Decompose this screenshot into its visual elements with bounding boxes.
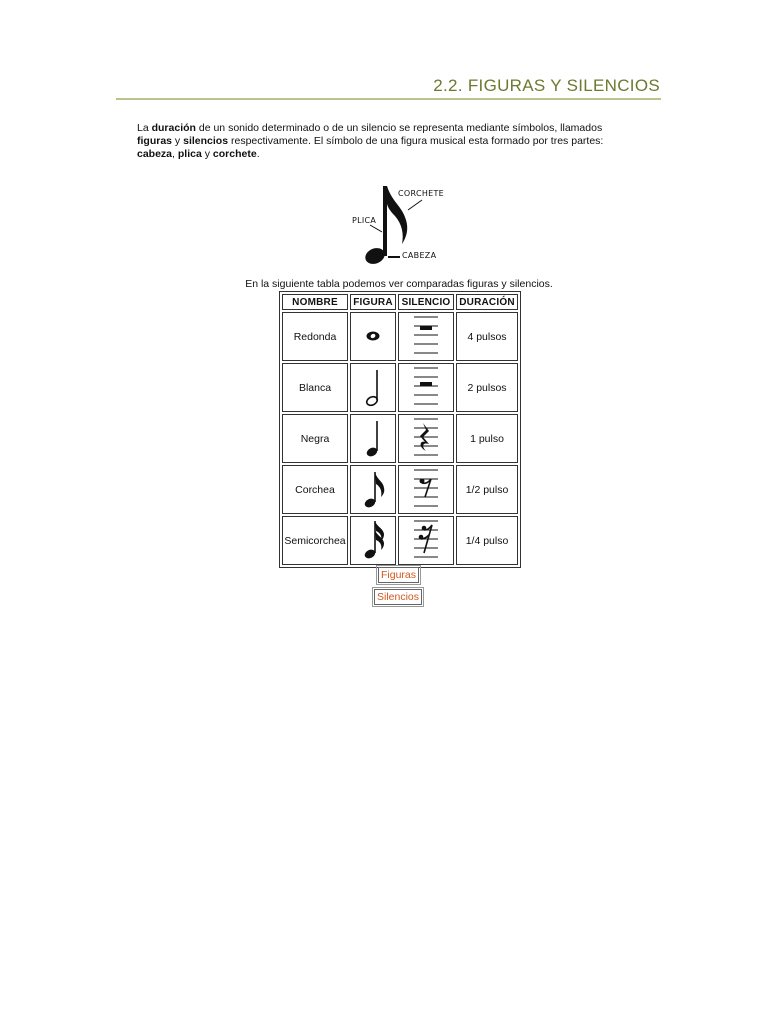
term-plica: plica	[177, 148, 202, 160]
row-name: Negra	[282, 414, 348, 463]
half-rest-icon	[404, 364, 448, 408]
header-figura: FIGURA	[350, 294, 396, 310]
sixteenth-note-icon	[353, 517, 393, 561]
row-name: Corchea	[282, 465, 348, 514]
half-note-icon	[353, 364, 393, 408]
intro-text-3: y	[172, 135, 184, 147]
term-silencios: silencios	[183, 135, 229, 147]
table-caption: En la siguiente tabla podemos ver comparadas figuras y silencios.	[245, 278, 553, 290]
intro-text-7: .	[256, 148, 260, 160]
quarter-note-icon	[353, 415, 393, 459]
row-duration: 1/4 pulso	[456, 516, 518, 565]
intro-text-4: respectivamente. El símbolo de una figura musical esta formado por tres partes:	[228, 135, 604, 147]
whole-note-icon	[353, 315, 393, 355]
rest-cell	[398, 414, 454, 463]
header-silencio: SILENCIO	[398, 294, 454, 310]
rest-cell	[398, 465, 454, 514]
figure-cell	[350, 414, 396, 463]
header-nombre: NOMBRE	[282, 294, 348, 310]
note-parts-diagram	[340, 180, 450, 272]
intro-text-1: La	[137, 122, 152, 134]
title-divider	[116, 98, 661, 100]
table-row	[282, 516, 518, 565]
label-corchete: CORCHETE	[398, 189, 445, 198]
table-header-row	[282, 294, 518, 310]
table-row	[282, 312, 518, 361]
label-cabeza: CABEZA	[402, 251, 437, 260]
term-cabeza: cabeza	[137, 148, 173, 160]
intro-text-5: ,	[172, 148, 178, 160]
row-name: Semicorchea	[282, 516, 348, 565]
figure-cell	[350, 516, 396, 565]
rest-cell	[398, 312, 454, 361]
silencios-button[interactable]: Silencios	[374, 589, 422, 605]
quarter-rest-icon	[404, 415, 448, 459]
rest-cell	[398, 363, 454, 412]
figure-cell	[350, 465, 396, 514]
figure-cell	[350, 363, 396, 412]
eighth-note-icon	[353, 466, 393, 510]
term-duracion: duración	[151, 122, 196, 134]
page-title: 2.2. FIGURAS Y SILENCIOS	[433, 76, 660, 95]
rest-cell	[398, 516, 454, 565]
table-row	[282, 414, 518, 463]
term-corchete: corchete	[212, 148, 257, 160]
eighth-rest-icon	[404, 466, 448, 510]
intro-text-6: y	[201, 148, 213, 160]
figure-cell	[350, 312, 396, 361]
figures-rests-table	[279, 291, 521, 568]
row-duration: 2 pulsos	[456, 363, 518, 412]
intro-text-2: de un sonido determinado o de un silencio se representa mediante símbolos, llamados	[195, 122, 603, 134]
row-name: Redonda	[282, 312, 348, 361]
row-duration: 1/2 pulso	[456, 465, 518, 514]
row-name: Blanca	[282, 363, 348, 412]
row-duration: 1 pulso	[456, 414, 518, 463]
term-figuras: figuras	[137, 135, 173, 147]
intro-paragraph	[137, 122, 637, 161]
table-row	[282, 363, 518, 412]
header-duracion: DURACIÓN	[456, 294, 518, 310]
table-row	[282, 465, 518, 514]
figuras-button[interactable]: Figuras	[378, 567, 419, 583]
whole-rest-icon	[404, 313, 448, 357]
label-plica: PLICA	[352, 216, 377, 225]
row-duration: 4 pulsos	[456, 312, 518, 361]
sixteenth-rest-icon	[404, 517, 448, 561]
